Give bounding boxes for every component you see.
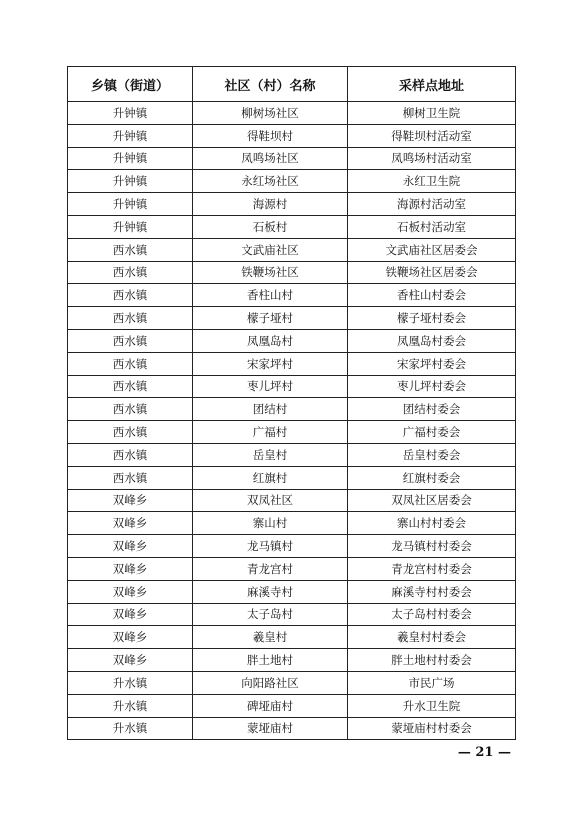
table-row — [68, 215, 516, 238]
cell-sampling-address: 双凤社区居委会 — [348, 489, 516, 512]
cell-township: 升钟镇 — [68, 193, 193, 216]
table-header-row — [68, 67, 516, 102]
cell-community: 柳树场社区 — [193, 102, 348, 125]
table-row — [68, 443, 516, 466]
table-row — [68, 329, 516, 352]
cell-community: 枣儿坪村 — [193, 375, 348, 398]
cell-community: 得鞋坝村 — [193, 124, 348, 147]
cell-sampling-address: 麻溪寺村村委会 — [348, 580, 516, 603]
cell-community: 檬子垭村 — [193, 307, 348, 330]
cell-community: 广福村 — [193, 421, 348, 444]
table-row — [68, 375, 516, 398]
cell-sampling-address: 寨山村村委会 — [348, 512, 516, 535]
cell-township: 西水镇 — [68, 352, 193, 375]
cell-sampling-address: 红旗村委会 — [348, 466, 516, 489]
cell-community: 凤凰岛村 — [193, 329, 348, 352]
cell-community: 红旗村 — [193, 466, 348, 489]
cell-community: 凤鸣场社区 — [193, 147, 348, 170]
table-row — [68, 489, 516, 512]
table-row — [68, 284, 516, 307]
cell-community: 文武庙社区 — [193, 238, 348, 261]
table-row — [68, 626, 516, 649]
cell-sampling-address: 枣儿坪村委会 — [348, 375, 516, 398]
table-row — [68, 603, 516, 626]
cell-township: 西水镇 — [68, 329, 193, 352]
cell-township: 双峰乡 — [68, 580, 193, 603]
cell-community: 永红场社区 — [193, 170, 348, 193]
cell-sampling-address: 铁鞭场社区居委会 — [348, 261, 516, 284]
header-sampling-address: 采样点地址 — [348, 67, 516, 102]
cell-township: 升水镇 — [68, 671, 193, 694]
table-row — [68, 466, 516, 489]
cell-township: 西水镇 — [68, 284, 193, 307]
cell-sampling-address: 团结村委会 — [348, 398, 516, 421]
cell-township: 升钟镇 — [68, 215, 193, 238]
cell-sampling-address: 宋家坪村委会 — [348, 352, 516, 375]
sampling-sites-table — [67, 66, 516, 740]
table-row — [68, 421, 516, 444]
cell-community: 铁鞭场社区 — [193, 261, 348, 284]
cell-township: 升钟镇 — [68, 124, 193, 147]
cell-township: 西水镇 — [68, 443, 193, 466]
cell-township: 西水镇 — [68, 375, 193, 398]
cell-sampling-address: 羲皇村村委会 — [348, 626, 516, 649]
table-row — [68, 170, 516, 193]
table-row — [68, 717, 516, 740]
cell-sampling-address: 石板村活动室 — [348, 215, 516, 238]
cell-sampling-address: 香柱山村委会 — [348, 284, 516, 307]
cell-community: 龙马镇村 — [193, 535, 348, 558]
cell-sampling-address: 龙马镇村村委会 — [348, 535, 516, 558]
cell-community: 海源村 — [193, 193, 348, 216]
cell-sampling-address: 市民广场 — [348, 671, 516, 694]
cell-sampling-address: 海源村活动室 — [348, 193, 516, 216]
cell-sampling-address: 升水卫生院 — [348, 694, 516, 717]
table-body — [68, 102, 516, 740]
header-community: 社区（村）名称 — [193, 67, 348, 102]
cell-township: 升钟镇 — [68, 170, 193, 193]
cell-community: 双凤社区 — [193, 489, 348, 512]
cell-sampling-address: 凤鸣场村活动室 — [348, 147, 516, 170]
cell-township: 升水镇 — [68, 694, 193, 717]
cell-community: 团结村 — [193, 398, 348, 421]
cell-sampling-address: 蒙垭庙村村委会 — [348, 717, 516, 740]
cell-sampling-address: 檬子垭村委会 — [348, 307, 516, 330]
cell-sampling-address: 文武庙社区居委会 — [348, 238, 516, 261]
cell-community: 寨山村 — [193, 512, 348, 535]
cell-township: 双峰乡 — [68, 489, 193, 512]
cell-township: 双峰乡 — [68, 535, 193, 558]
cell-sampling-address: 太子岛村村委会 — [348, 603, 516, 626]
cell-community: 向阳路社区 — [193, 671, 348, 694]
cell-township: 西水镇 — [68, 398, 193, 421]
cell-sampling-address: 岳皇村委会 — [348, 443, 516, 466]
table-row — [68, 193, 516, 216]
table-row — [68, 238, 516, 261]
cell-community: 岳皇村 — [193, 443, 348, 466]
cell-sampling-address: 广福村委会 — [348, 421, 516, 444]
table-row — [68, 694, 516, 717]
table-row — [68, 398, 516, 421]
cell-sampling-address: 胖土地村村委会 — [348, 649, 516, 672]
cell-township: 双峰乡 — [68, 649, 193, 672]
cell-township: 西水镇 — [68, 307, 193, 330]
header-township: 乡镇（街道） — [68, 67, 193, 102]
cell-community: 麻溪寺村 — [193, 580, 348, 603]
cell-township: 升钟镇 — [68, 102, 193, 125]
cell-township: 升钟镇 — [68, 147, 193, 170]
cell-township: 双峰乡 — [68, 603, 193, 626]
cell-township: 双峰乡 — [68, 557, 193, 580]
cell-sampling-address: 柳树卫生院 — [348, 102, 516, 125]
cell-sampling-address: 永红卫生院 — [348, 170, 516, 193]
cell-community: 蒙垭庙村 — [193, 717, 348, 740]
cell-community: 羲皇村 — [193, 626, 348, 649]
table-row — [68, 102, 516, 125]
table-row — [68, 307, 516, 330]
cell-community: 石板村 — [193, 215, 348, 238]
cell-township: 西水镇 — [68, 238, 193, 261]
cell-township: 升水镇 — [68, 717, 193, 740]
cell-community: 香柱山村 — [193, 284, 348, 307]
table-row — [68, 671, 516, 694]
cell-township: 双峰乡 — [68, 626, 193, 649]
cell-community: 宋家坪村 — [193, 352, 348, 375]
table-row — [68, 261, 516, 284]
table-row — [68, 147, 516, 170]
cell-sampling-address: 青龙宫村村委会 — [348, 557, 516, 580]
cell-sampling-address: 凤凰岛村委会 — [348, 329, 516, 352]
table-row — [68, 580, 516, 603]
page-number: — 21 — — [457, 745, 511, 760]
cell-community: 太子岛村 — [193, 603, 348, 626]
table-row — [68, 352, 516, 375]
cell-township: 双峰乡 — [68, 512, 193, 535]
table-row — [68, 124, 516, 147]
table-row — [68, 512, 516, 535]
cell-community: 胖土地村 — [193, 649, 348, 672]
table-row — [68, 557, 516, 580]
cell-sampling-address: 得鞋坝村活动室 — [348, 124, 516, 147]
cell-community: 青龙宫村 — [193, 557, 348, 580]
table-row — [68, 535, 516, 558]
table-row — [68, 649, 516, 672]
cell-township: 西水镇 — [68, 261, 193, 284]
cell-community: 碑垭庙村 — [193, 694, 348, 717]
cell-township: 西水镇 — [68, 421, 193, 444]
cell-township: 西水镇 — [68, 466, 193, 489]
